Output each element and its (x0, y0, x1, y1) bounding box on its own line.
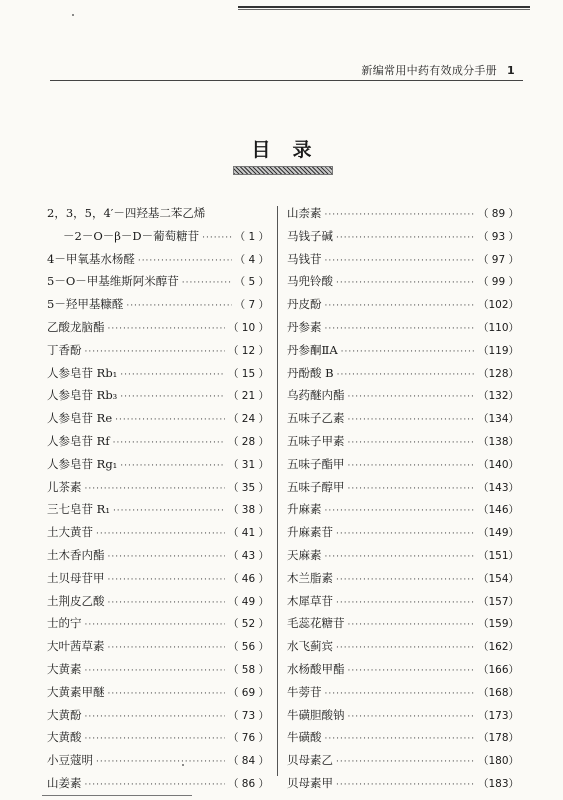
toc-entry-name: 乌药醚内酯 (287, 388, 345, 403)
toc-entry[interactable] (47, 296, 269, 319)
toc-entry-name: 丁香酚 (47, 342, 82, 357)
toc-entry-page: （ 31 ） (227, 458, 269, 471)
toc-entry-name: －2－O－β－D－葡萄糖苷 (63, 228, 200, 243)
toc-entry-page: （149） (477, 527, 519, 540)
toc-leader-dots (85, 484, 225, 494)
toc-leader-dots (348, 392, 475, 402)
toc-leader-dots (85, 666, 225, 676)
toc-entry[interactable] (287, 707, 519, 730)
toc-entry-page: （ 1 ） (234, 230, 269, 243)
toc-leader-dots (336, 575, 475, 585)
toc-entry[interactable] (47, 615, 269, 638)
toc-entry-name: 山姜素 (47, 775, 82, 790)
toc-leader-dots (120, 392, 225, 402)
toc-entry[interactable] (47, 524, 269, 547)
scan-speck (72, 14, 74, 16)
toc-entry[interactable] (287, 251, 519, 274)
toc-entry-page: （ 99 ） (477, 276, 519, 289)
toc-entry[interactable] (287, 615, 519, 638)
toc-leader-dots (182, 278, 232, 288)
toc-leader-dots (348, 461, 475, 471)
toc-entry[interactable] (287, 524, 519, 547)
toc-entry-name: 牛磺胆酸钠 (287, 707, 345, 722)
toc-leader-dots (108, 575, 225, 585)
toc-entry-name: 水杨酸甲酯 (287, 661, 345, 676)
toc-entry-page: （ 21 ） (227, 390, 269, 403)
toc-entry[interactable] (287, 638, 519, 661)
toc-entry-name: 毛蕊花糖苷 (287, 616, 345, 631)
top-edge-rule (238, 6, 530, 8)
toc-entry-name: 升麻素苷 (287, 525, 333, 540)
toc-leader-dots (325, 210, 475, 220)
toc-entry-page: （ 35 ） (227, 481, 269, 494)
toc-entry[interactable] (47, 365, 269, 388)
toc-entry-page: （159） (477, 618, 519, 631)
toc-entry[interactable] (47, 479, 269, 502)
toc-entry-name: 人参皂苷 Re (47, 411, 113, 426)
toc-entry-name: 五味子乙素 (287, 411, 345, 426)
toc-leader-dots (120, 461, 225, 471)
toc-entry[interactable] (47, 570, 269, 593)
toc-entry[interactable] (47, 707, 269, 730)
toc-entry[interactable] (287, 456, 519, 479)
toc-leader-dots (325, 506, 475, 516)
toc-entry[interactable] (287, 479, 519, 502)
toc-leader-dots (108, 598, 225, 608)
toc-entry-name: 土贝母苷甲 (47, 570, 105, 585)
toc-leader-dots (336, 233, 475, 243)
toc-column-right (287, 205, 519, 798)
toc-entry-name: 土大黄苷 (47, 525, 93, 540)
toc-entry-page: （154） (477, 572, 519, 585)
toc-leader-dots (115, 415, 225, 425)
toc-leader-dots (337, 370, 475, 380)
toc-entry-name: 乙酸龙脑酯 (47, 319, 105, 334)
toc-entry-name: 三七皂苷 R₁ (47, 502, 110, 517)
toc-entry[interactable] (47, 547, 269, 570)
toc-leader-dots (325, 324, 475, 334)
toc-leader-dots (348, 484, 475, 494)
toc-entry[interactable] (287, 775, 519, 798)
toc-entry-name: 丹皮酚 (287, 297, 322, 312)
toc-leader-dots (348, 438, 475, 448)
toc-entry-page: （162） (477, 641, 519, 654)
toc-leader-dots (85, 620, 225, 630)
toc-entry[interactable] (47, 729, 269, 752)
toc-entry-page: （134） (477, 413, 519, 426)
toc-entry-name: 大黄素甲醚 (47, 684, 105, 699)
toc-entry-page: （ 5 ） (234, 276, 269, 289)
toc-leader-dots (126, 301, 231, 311)
toc-entry-name: 大叶茜草素 (47, 639, 105, 654)
toc-entry-name: 人参皂苷 Rb₁ (47, 365, 118, 380)
toc-entry-name: 士的宁 (47, 616, 82, 631)
toc-entry[interactable] (287, 501, 519, 524)
toc-entry-name: 2，3，5，4′－四羟基二苯乙烯 (47, 206, 206, 220)
toc-entry-page: （ 56 ） (227, 641, 269, 654)
toc-leader-dots (336, 278, 475, 288)
toc-entry-page: （178） (477, 732, 519, 745)
toc-entry-page: （ 49 ） (227, 595, 269, 608)
toc-leader-dots (348, 415, 475, 425)
toc-leader-dots (138, 256, 232, 266)
toc-entry[interactable] (47, 638, 269, 661)
toc-entry[interactable] (287, 205, 519, 228)
toc-entry-name: 五味子甲素 (287, 433, 345, 448)
toc-leader-dots (108, 324, 225, 334)
toc-leader-dots (348, 712, 475, 722)
toc-entry-name: 小豆蔻明 (47, 753, 93, 768)
top-edge-rule-thin (238, 9, 530, 10)
toc-entry-page: （ 24 ） (227, 413, 269, 426)
toc-entry[interactable] (287, 387, 519, 410)
toc-entry[interactable] (47, 684, 269, 707)
toc-entry-name: 人参皂苷 Rg₁ (47, 456, 118, 471)
toc-leader-dots (113, 506, 225, 516)
toc-entry-name: 贝母素乙 (287, 753, 333, 768)
toc-entry-page: （168） (477, 686, 519, 699)
toc-leader-dots (108, 643, 225, 653)
toc-entry-name: 木犀草苷 (287, 593, 333, 608)
header-rule (50, 80, 523, 81)
toc-entry-page: （ 46 ） (227, 572, 269, 585)
toc-entry-name: 五味子酯甲 (287, 456, 345, 471)
toc-leader-dots (96, 529, 225, 539)
toc-entry-page: （146） (477, 504, 519, 517)
toc-leader-dots (336, 757, 475, 767)
header-page-number: 1 (507, 64, 515, 77)
toc-entry[interactable] (47, 205, 269, 228)
toc-entry-page: （173） (477, 709, 519, 722)
toc-entry[interactable] (47, 251, 269, 274)
toc-entry[interactable] (287, 273, 519, 296)
toc-entry-page: （102） (477, 299, 519, 312)
toc-entry-name: 丹参素 (287, 319, 322, 334)
toc-leader-dots (108, 689, 225, 699)
toc-entry[interactable] (47, 752, 269, 775)
toc-leader-dots (336, 598, 475, 608)
toc-entry[interactable] (287, 410, 519, 433)
toc-entry-page: （ 73 ） (227, 709, 269, 722)
toc-entry-page: （140） (477, 458, 519, 471)
toc-entry[interactable] (287, 319, 519, 342)
toc-entry-page: （157） (477, 595, 519, 608)
toc-entry[interactable] (287, 752, 519, 775)
toc-entry[interactable] (47, 433, 269, 456)
toc-entry-page: （ 15 ） (227, 367, 269, 380)
toc-entry-page: （ 43 ） (227, 549, 269, 562)
toc-entry-page: （ 4 ） (234, 253, 269, 266)
toc-entry-name: 天麻素 (287, 547, 322, 562)
toc-entry-page: （166） (477, 663, 519, 676)
toc-leader-dots (85, 712, 225, 722)
toc-entry-name: 5－O－甲基维斯阿米醇苷 (47, 274, 179, 289)
toc-entry-name: 马钱苷 (287, 251, 322, 266)
toc-entry-page: （132） (477, 390, 519, 403)
toc-entry-page: （ 52 ） (227, 618, 269, 631)
toc-entry[interactable] (47, 661, 269, 684)
toc-entry[interactable] (287, 365, 519, 388)
toc-entry[interactable] (47, 593, 269, 616)
toc-entry-page: （119） (477, 344, 519, 357)
toc-leader-dots (325, 552, 475, 562)
toc-entry-name: 大黄酚 (47, 707, 82, 722)
toc-entry[interactable] (287, 296, 519, 319)
toc-leader-dots (336, 780, 475, 790)
toc-entry[interactable] (287, 433, 519, 456)
toc-leader-dots (85, 347, 225, 357)
toc-entry-name: 儿茶素 (47, 479, 82, 494)
toc-entry-page: （151） (477, 549, 519, 562)
toc-entry-page: （110） (477, 321, 519, 334)
toc-entry-name: 人参皂苷 Rf (47, 433, 110, 448)
toc-entry[interactable] (287, 661, 519, 684)
toc-entry[interactable] (47, 387, 269, 410)
toc-entry-page: （ 41 ） (227, 527, 269, 540)
toc-entry-page: （ 69 ） (227, 686, 269, 699)
toc-leader-dots (325, 689, 475, 699)
toc-entry-page: （143） (477, 481, 519, 494)
toc-entry-page: （ 86 ） (227, 777, 269, 790)
toc-entry-page: （ 76 ） (227, 732, 269, 745)
toc-leader-dots (348, 620, 475, 630)
toc-entry[interactable] (287, 342, 519, 365)
toc-entry-name: 土荆皮乙酸 (47, 593, 105, 608)
toc-leader-dots (202, 233, 232, 243)
toc-entry[interactable] (287, 570, 519, 593)
toc-leader-dots (341, 347, 475, 357)
toc-column-left (47, 205, 269, 798)
toc-entry-page: （ 12 ） (227, 344, 269, 357)
toc-entry-name: 土木香内酯 (47, 547, 105, 562)
toc-entry-page: （ 38 ） (227, 504, 269, 517)
toc-leader-dots (108, 552, 225, 562)
toc-entry-name: 牛蒡苷 (287, 684, 322, 699)
toc-entry[interactable] (47, 501, 269, 524)
toc-leader-dots (325, 301, 475, 311)
toc-entry-name: 大黄酸 (47, 730, 82, 745)
toc-entry-name: 大黄素 (47, 661, 82, 676)
toc-entry-page: （ 7 ） (234, 299, 269, 312)
toc-entry[interactable] (287, 684, 519, 707)
toc-entry-page: （180） (477, 755, 519, 768)
toc-entry-page: （ 89 ） (477, 208, 519, 220)
toc-leader-dots (85, 780, 225, 790)
toc-entry[interactable] (47, 410, 269, 433)
toc-entry-name: 贝母素甲 (287, 775, 333, 790)
toc-leader-dots (96, 757, 225, 767)
toc-leader-dots (325, 256, 475, 266)
toc-entry-name: 马钱子碱 (287, 228, 333, 243)
toc-entry-name: 5－羟甲基糠醛 (47, 297, 124, 312)
toc-entry-page: （ 93 ） (477, 230, 519, 243)
toc-entry-name: 五味子醇甲 (287, 479, 345, 494)
toc-entry[interactable] (47, 273, 269, 296)
toc-leader-dots (325, 734, 475, 744)
toc-leader-dots (120, 370, 225, 380)
toc-entry[interactable] (47, 319, 269, 342)
toc-entry[interactable] (47, 342, 269, 365)
toc-entry-name: 牛磺酸 (287, 730, 322, 745)
toc-entry-name: 水飞蓟宾 (287, 639, 333, 654)
toc-entry-page: （ 97 ） (477, 253, 519, 266)
running-header (361, 62, 515, 78)
running-header-title: 新编常用中药有效成分手册 (361, 64, 498, 77)
toc-entry[interactable] (287, 547, 519, 570)
toc-leader-dots (113, 438, 225, 448)
toc-entry[interactable] (287, 729, 519, 752)
toc-entry-name: 升麻素 (287, 502, 322, 517)
column-divider (277, 206, 278, 776)
toc-entry-page: （138） (477, 435, 519, 448)
toc-entry-page: （ 28 ） (227, 435, 269, 448)
toc-entry-name: 马兜铃酸 (287, 274, 333, 289)
toc-entry[interactable] (287, 593, 519, 616)
toc-entry[interactable] (47, 228, 269, 251)
toc-entry[interactable] (47, 456, 269, 479)
page-title: 目录 (251, 139, 334, 161)
toc-entry-page: （183） (477, 777, 519, 790)
toc-entry-name: 人参皂苷 Rb₃ (47, 388, 118, 403)
toc-entry-page: （ 84 ） (227, 755, 269, 768)
toc-entry-name: 丹酚酸 B (287, 365, 334, 380)
toc-leader-dots (336, 643, 475, 653)
bottom-edge-rule (42, 795, 192, 796)
toc-entry-name: 4－甲氧基水杨醛 (47, 251, 135, 266)
toc-leader-dots (336, 529, 475, 539)
toc-entry[interactable] (287, 228, 519, 251)
toc-leader-dots (348, 666, 475, 676)
toc-entry-page: （128） (477, 367, 519, 380)
toc-entry-name: 丹参酮ⅡA (287, 342, 338, 357)
toc-entry-name: 山柰素 (287, 206, 322, 220)
toc-entry-name: 木兰脂素 (287, 570, 333, 585)
toc-entry-page: （ 58 ） (227, 663, 269, 676)
toc-entry-page: （ 10 ） (227, 321, 269, 334)
title-ornament (233, 166, 333, 175)
toc-leader-dots (85, 734, 225, 744)
